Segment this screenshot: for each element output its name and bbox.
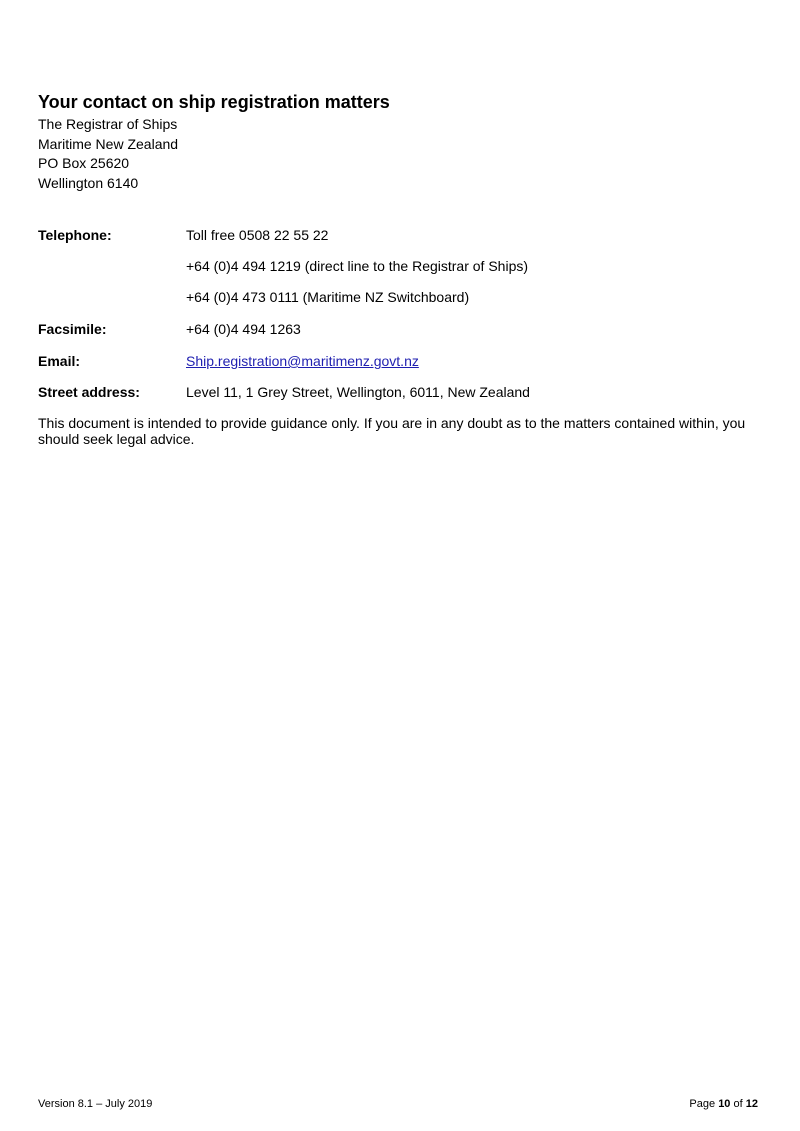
address-line: Maritime New Zealand <box>38 135 179 152</box>
facsimile-label: Facsimile: <box>38 321 107 337</box>
telephone-row-switchboard <box>38 288 758 306</box>
section-heading: Your contact on ship registration matters <box>38 92 390 112</box>
telephone-toll-free: Toll free 0508 22 55 22 <box>186 227 329 243</box>
address-line: PO Box 25620 <box>38 155 130 172</box>
telephone-row-direct <box>38 257 758 275</box>
street-address-row <box>38 383 758 401</box>
street-address-value: Level 11, 1 Grey Street, Wellington, 6011, New Zealand <box>186 384 530 400</box>
email-value <box>186 352 419 370</box>
telephone-switchboard: +64 (0)4 473 0111 (Maritime NZ Switchboard) <box>186 289 470 305</box>
page-prefix: Page <box>689 1098 716 1110</box>
facsimile-number: +64 (0)4 494 1263 <box>186 321 301 337</box>
facsimile-row <box>38 320 758 338</box>
street-address-label: Street address: <box>38 384 140 400</box>
telephone-direct-line: +64 (0)4 494 1219 (direct line to the Registrar of Ships) <box>186 258 529 274</box>
email-label: Email: <box>38 353 81 369</box>
footer-page-number <box>689 1098 758 1110</box>
email-row <box>38 352 758 370</box>
telephone-label: Telephone: <box>38 227 112 243</box>
postal-address <box>38 115 178 194</box>
disclaimer-text: This document is intended to provide guidance only. If you are in any doubt as to the matters contained within, you should seek legal advice. <box>38 415 746 447</box>
page-current: 10 <box>718 1098 731 1110</box>
footer-version: Version 8.1 – July 2019 <box>38 1098 153 1110</box>
email-link[interactable]: Ship.registration@maritimenz.govt.nz <box>186 353 419 369</box>
address-line: Wellington 6140 <box>38 175 139 192</box>
page-total: 12 <box>745 1098 758 1110</box>
address-line: The Registrar of Ships <box>38 116 178 132</box>
telephone-row <box>38 226 758 244</box>
page-of: of <box>733 1098 743 1110</box>
